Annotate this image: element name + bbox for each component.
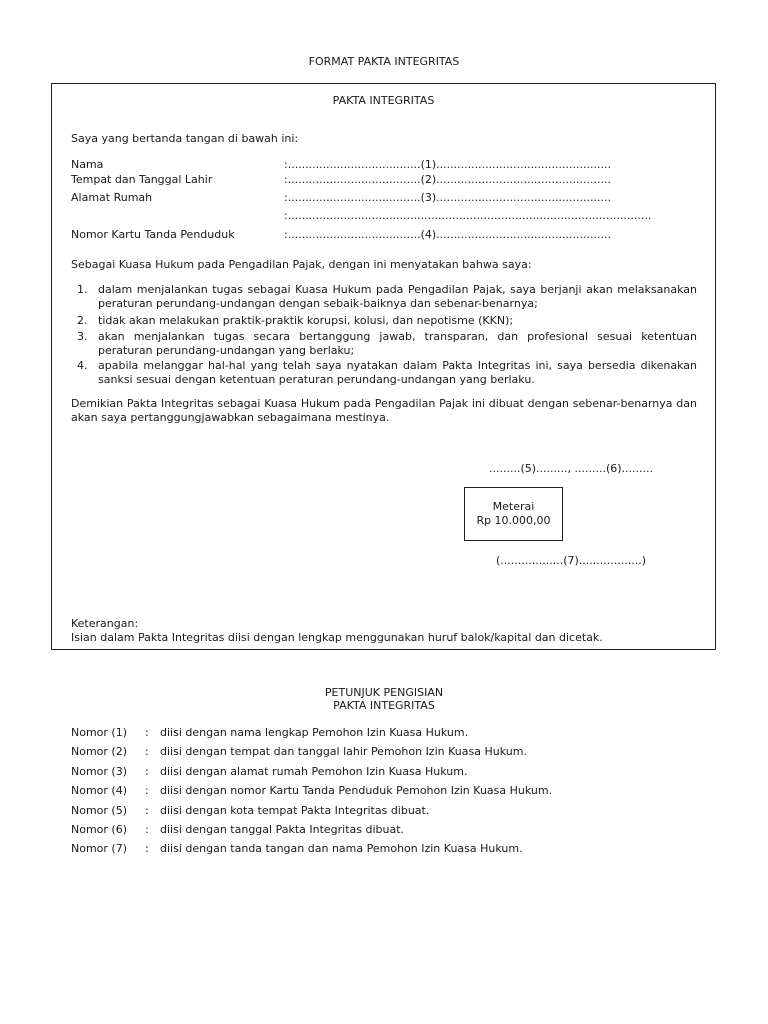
closing-text: Demikian Pakta Integritas sebagai Kuasa Hukum pada Pengadilan Pajak ini dibuat dengan sebenar-benarnya dan akan saya pertanggungjawabkan sebagaimana mestinya. [71, 397, 697, 424]
guide-row-separator: : [145, 765, 149, 778]
guide-row-label: Nomor (4) [71, 784, 128, 797]
guide-row-text: diisi dengan alamat rumah Pemohon Izin Kuasa Hukum. [160, 765, 468, 778]
guide-row-separator: : [145, 745, 149, 758]
field-label-ktp: Nomor Kartu Tanda Penduduk [71, 228, 235, 241]
guide-subtitle: PAKTA INTEGRITAS [333, 699, 435, 712]
item-number: 2. [77, 314, 88, 327]
guide-row-separator: : [145, 784, 149, 797]
intro-text: Saya yang bertanda tangan di bawah ini: [71, 132, 299, 145]
item-text: dalam menjalankan tugas sebagai Kuasa Hukum pada Pengadilan Pajak, saya berjanji akan melaksanakan peraturan perundang-undangan dengan sebaik-baiknya dan sebenar-benarnya; [98, 283, 697, 310]
field-value-alamat: :......................................(3).................................................. [284, 191, 611, 204]
guide-row-text: diisi dengan nama lengkap Pemohon Izin Kuasa Hukum. [160, 726, 469, 739]
guide-row-separator: : [145, 804, 149, 817]
guide-row-label: Nomor (1) [71, 726, 128, 739]
guide-row-label: Nomor (5) [71, 804, 128, 817]
item-text: apabila melanggar hal-hal yang telah saya nyatakan dalam Pakta Integritas ini, saya bersedia dikenakan sanksi sesuai dengan ketentuan peraturan perundang-undangan yang berlaku. [98, 359, 697, 386]
item-number: 1. [77, 283, 88, 296]
guide-row-separator: : [145, 842, 149, 855]
field-label-nama: Nama [71, 158, 104, 171]
guide-row-text: diisi dengan tanda tangan dan nama Pemohon Izin Kuasa Hukum. [160, 842, 523, 855]
note-text: Isian dalam Pakta Integritas diisi dengan lengkap menggunakan huruf balok/kapital dan dicetak. [71, 631, 603, 644]
guide-row-label: Nomor (7) [71, 842, 128, 855]
field-label-ttl: Tempat dan Tanggal Lahir [71, 173, 213, 186]
guide-row-label: Nomor (2) [71, 745, 128, 758]
field-value-ktp: :......................................(4).................................................. [284, 228, 611, 241]
item-text: akan menjalankan tugas secara bertanggung jawab, transparan, dan profesional sesuai ketentuan peraturan perundang-undangan yang berlaku; [98, 330, 697, 357]
guide-row-label: Nomor (3) [71, 765, 128, 778]
field-value-nama: :......................................(1).................................................. [284, 158, 611, 171]
field-value-alamat-line2: :........................................................................................................ [284, 209, 652, 222]
guide-row-text: diisi dengan tempat dan tanggal lahir Pemohon Izin Kuasa Hukum. [160, 745, 527, 758]
guide-title: PETUNJUK PENGISIAN [324, 686, 444, 699]
field-label-alamat: Alamat Rumah [71, 191, 153, 204]
guide-row-label: Nomor (6) [71, 823, 128, 836]
signature-line: (..................(7)..................) [496, 554, 647, 567]
note-title: Keterangan: [71, 617, 139, 630]
guide-row-separator: : [145, 726, 149, 739]
stamp-label: Meterai [492, 500, 535, 513]
statement-text: Sebagai Kuasa Hukum pada Pengadilan Pajak, dengan ini menyatakan bahwa saya: [71, 258, 532, 271]
field-value-ttl: :......................................(2).................................................. [284, 173, 611, 186]
document-title: FORMAT PAKTA INTEGRITAS [308, 55, 460, 68]
guide-row-separator: : [145, 823, 149, 836]
place-date-line: .........(5)........., .........(6)......... [489, 462, 654, 475]
item-text: tidak akan melakukan praktik-praktik korupsi, kolusi, dan nepotisme (KKN); [98, 314, 514, 327]
item-number: 3. [77, 330, 88, 343]
stamp-value: Rp 10.000,00 [476, 514, 551, 527]
guide-row-text: diisi dengan tanggal Pakta Integritas dibuat. [160, 823, 405, 836]
item-number: 4. [77, 359, 88, 372]
guide-row-text: diisi dengan kota tempat Pakta Integritas dibuat. [160, 804, 430, 817]
meterai-stamp-box [464, 487, 563, 541]
form-title: PAKTA INTEGRITAS [332, 94, 435, 107]
guide-row-text: diisi dengan nomor Kartu Tanda Penduduk Pemohon Izin Kuasa Hukum. [160, 784, 553, 797]
